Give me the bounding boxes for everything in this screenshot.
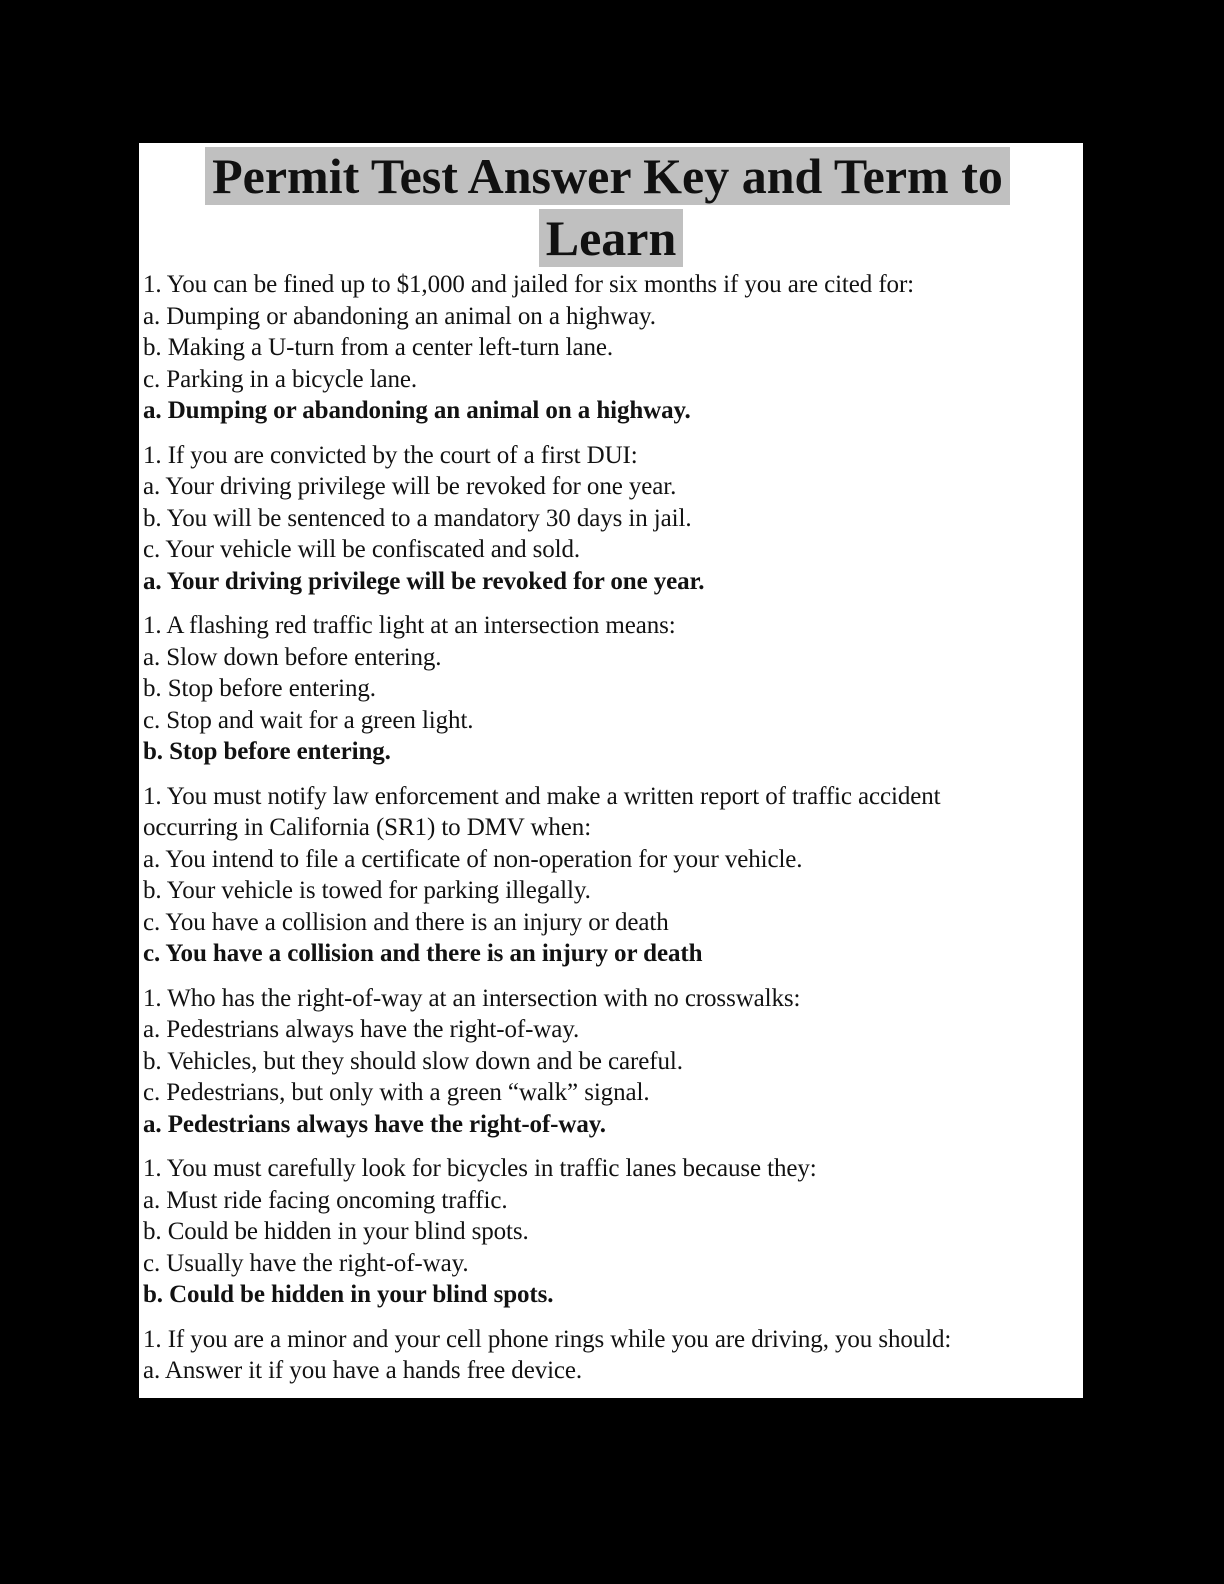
question-line: a. Dumping or abandoning an animal on a highway. xyxy=(143,302,656,330)
question-line: 1. You can be fined up to $1,000 and jailed for six months if you are cited for: xyxy=(143,271,915,298)
answer-line: b. Stop before entering. xyxy=(143,738,391,765)
question-line: a. Slow down before entering. xyxy=(143,643,442,671)
question-line: a. Pedestrians always have the right-of-way. xyxy=(143,1016,580,1043)
answer-line: b. Could be hidden in your blind spots. xyxy=(143,1281,554,1308)
question-line: 1. Who has the right-of-way at an intersection with no crosswalks: xyxy=(143,984,801,1012)
answer-line: a. Your driving privilege will be revoked for one year. xyxy=(143,567,705,595)
answer-line: a. Dumping or abandoning an animal on a highway. xyxy=(143,397,691,424)
question-line: b. You will be sentenced to a mandatory 30 days in jail. xyxy=(143,504,692,532)
question-line: 1. A flashing red traffic light at an intersection means: xyxy=(143,612,676,639)
page-title xyxy=(139,143,1083,269)
question-line: b. Vehicles, but they should slow down and be careful. xyxy=(143,1047,683,1075)
question-line: b. Your vehicle is towed for parking illegally. xyxy=(143,877,591,904)
question-line: 1. If you are convicted by the court of a first DUI: xyxy=(143,441,638,469)
document-page xyxy=(139,143,1083,1398)
question-line: a. Must ride facing oncoming traffic. xyxy=(143,1186,508,1214)
question-line: c. Stop and wait for a green light. xyxy=(143,706,474,734)
question-block xyxy=(143,1153,1081,1311)
question-line: 1. If you are a minor and your cell phone rings while you are driving, you should: xyxy=(143,1325,952,1353)
question-line: c. Usually have the right-of-way. xyxy=(143,1249,469,1277)
question-line: c. Parking in a bicycle lane. xyxy=(143,365,418,393)
question-block xyxy=(143,610,1081,768)
question-line: b. Could be hidden in your blind spots. xyxy=(143,1218,529,1245)
question-block xyxy=(143,781,1081,970)
question-block xyxy=(143,1324,1081,1387)
question-line: a. You intend to file a certificate of non-operation for your vehicle. xyxy=(143,845,803,873)
question-block xyxy=(143,983,1081,1141)
question-line: c. You have a collision and there is an injury or death xyxy=(143,908,669,936)
question-line: a. Your driving privilege will be revoked for one year. xyxy=(143,473,677,500)
answer-line: c. You have a collision and there is an injury or death xyxy=(143,940,703,967)
question-list xyxy=(139,269,1083,1387)
question-line: a. Answer it if you have a hands free device. xyxy=(143,1357,583,1384)
title-text-highlight: Permit Test Answer Key and Term to Learn xyxy=(205,147,1010,267)
question-line: occurring in California (SR1) to DMV when: xyxy=(143,814,592,841)
question-line: 1. You must notify law enforcement and make a written report of traffic accident xyxy=(143,782,941,810)
question-line: b. Making a U-turn from a center left-turn lane. xyxy=(143,334,614,361)
question-line: c. Your vehicle will be confiscated and sold. xyxy=(143,536,581,563)
answer-line: a. Pedestrians always have the right-of-way. xyxy=(143,1110,606,1138)
question-line: b. Stop before entering. xyxy=(143,675,376,702)
question-line: 1. You must carefully look for bicycles in traffic lanes because they: xyxy=(143,1155,817,1182)
question-block xyxy=(143,269,1081,427)
question-block xyxy=(143,440,1081,598)
question-line: c. Pedestrians, but only with a green “walk” signal. xyxy=(143,1079,650,1106)
